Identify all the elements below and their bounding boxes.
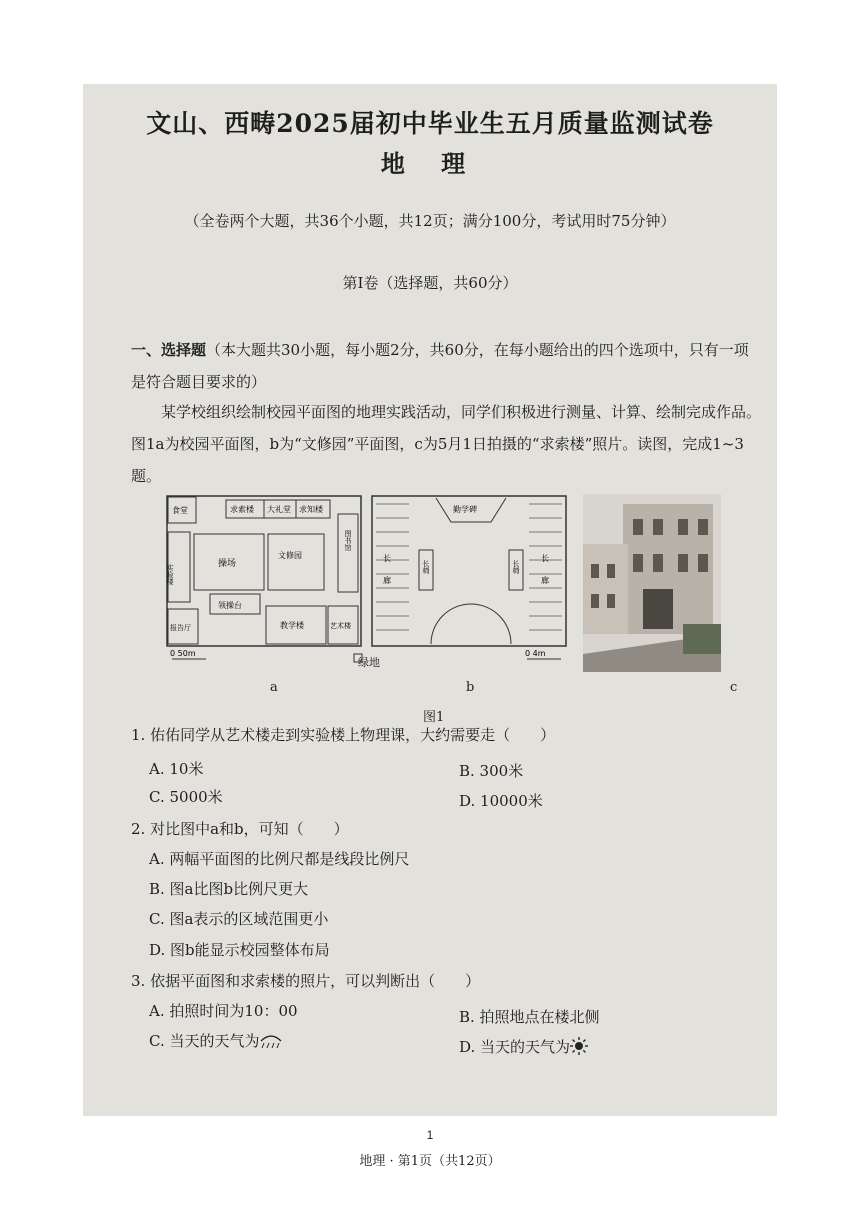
question-2: 2. 对比图中a和b，可知（ ） — [131, 820, 349, 838]
figure-a-label: a — [270, 680, 278, 695]
option-3d — [459, 1036, 588, 1057]
garden-label: 勤学碑 — [453, 505, 477, 514]
option-1c: C. 5000米 — [149, 788, 223, 806]
garden-plan — [371, 494, 571, 674]
section-note: （本大题共30小题，每小题2分，共60分，在每小题给出的四个选项中，只有一项是符合题目要求的） — [131, 341, 749, 391]
option-3b: B. 拍照地点在楼北侧 — [459, 1008, 600, 1026]
option-2d: D. 图b能显示校园整体布局 — [149, 941, 330, 959]
option-3d-text: D. 当天的天气为 — [459, 1038, 571, 1056]
map-label: 操场 — [218, 559, 237, 569]
campus-map — [166, 494, 366, 674]
question-1: 1. 佑佑同学从艺术楼走到实验楼上物理课，大约需要走（ ） — [131, 726, 556, 744]
map-label: 求索楼 — [230, 505, 254, 514]
building-photo — [583, 494, 721, 672]
figure-b-label: b — [466, 680, 475, 695]
part-title: 第Ⅰ卷（选择题，共60分） — [342, 274, 518, 292]
option-3a: A. 拍照时间为10：00 — [149, 1002, 298, 1020]
map-label: 食堂 — [172, 506, 188, 515]
exam-title: 文山、西畴2025届初中毕业生五月质量监测试卷 — [146, 109, 714, 138]
map-label: 求知楼 — [299, 505, 323, 514]
option-2c: C. 图a表示的区域范围更小 — [149, 910, 329, 928]
map-label: 实验楼 — [166, 564, 174, 585]
garden-label: 长椅 — [512, 560, 520, 574]
question-3: 3. 依据平面图和求索楼的照片，可以判断出（ ） — [131, 972, 481, 990]
garden-label: 长廊 — [382, 554, 392, 598]
map-label: 领操台 — [218, 601, 242, 610]
map-label: 艺术楼 — [330, 622, 351, 630]
map-label: 文修园 — [278, 551, 302, 560]
section-heading — [131, 334, 763, 398]
exam-paper — [83, 84, 777, 1169]
option-2a: A. 两幅平面图的比例尺都是线段比例尺 — [149, 850, 410, 868]
map-label: 大礼堂 — [267, 505, 291, 514]
section-label: 一、选择题 — [131, 341, 207, 359]
page-number: 1 — [426, 1128, 434, 1142]
intro-paragraph: 某学校组织绘制校园平面图的地理实践活动，同学们积极进行测量、计算、绘制完成作品。图1a为校园平面图，b为“文修园”平面图，c为5月1日拍摄的“求索楼”照片。读图，完成1~3题。 — [131, 403, 762, 485]
exam-info: （全卷两个大题，共36个小题，共12页；满分100分，考试用时75分钟） — [184, 212, 676, 230]
option-1a: A. 10米 — [149, 760, 204, 778]
option-2b: B. 图a比图b比例尺更大 — [149, 880, 309, 898]
map-label: 教学楼 — [280, 621, 304, 630]
subject-title: 地 理 — [380, 149, 480, 178]
map-label: 报告厅 — [170, 624, 191, 632]
page-footer: 地理 · 第1页（共12页） — [359, 1154, 501, 1169]
legend-label: 绿地 — [358, 656, 380, 669]
figure-1 — [166, 494, 738, 695]
option-3c — [149, 1030, 283, 1051]
garden-label: 长椅 — [422, 560, 430, 574]
option-1b: B. 300米 — [459, 762, 524, 780]
figure-caption: 图1 — [423, 710, 445, 725]
map-label: 图书馆 — [344, 530, 352, 551]
sun-weather-icon — [570, 1037, 588, 1055]
option-1d: D. 10000米 — [459, 792, 543, 810]
rain-weather-icon — [259, 1033, 283, 1049]
garden-label: 长廊 — [540, 554, 550, 598]
figure-c-label: c — [730, 680, 738, 695]
garden-scale: 0 4m — [525, 649, 546, 658]
map-scale: 0 50m — [170, 649, 196, 658]
option-3c-text: C. 当天的天气为 — [149, 1032, 260, 1050]
